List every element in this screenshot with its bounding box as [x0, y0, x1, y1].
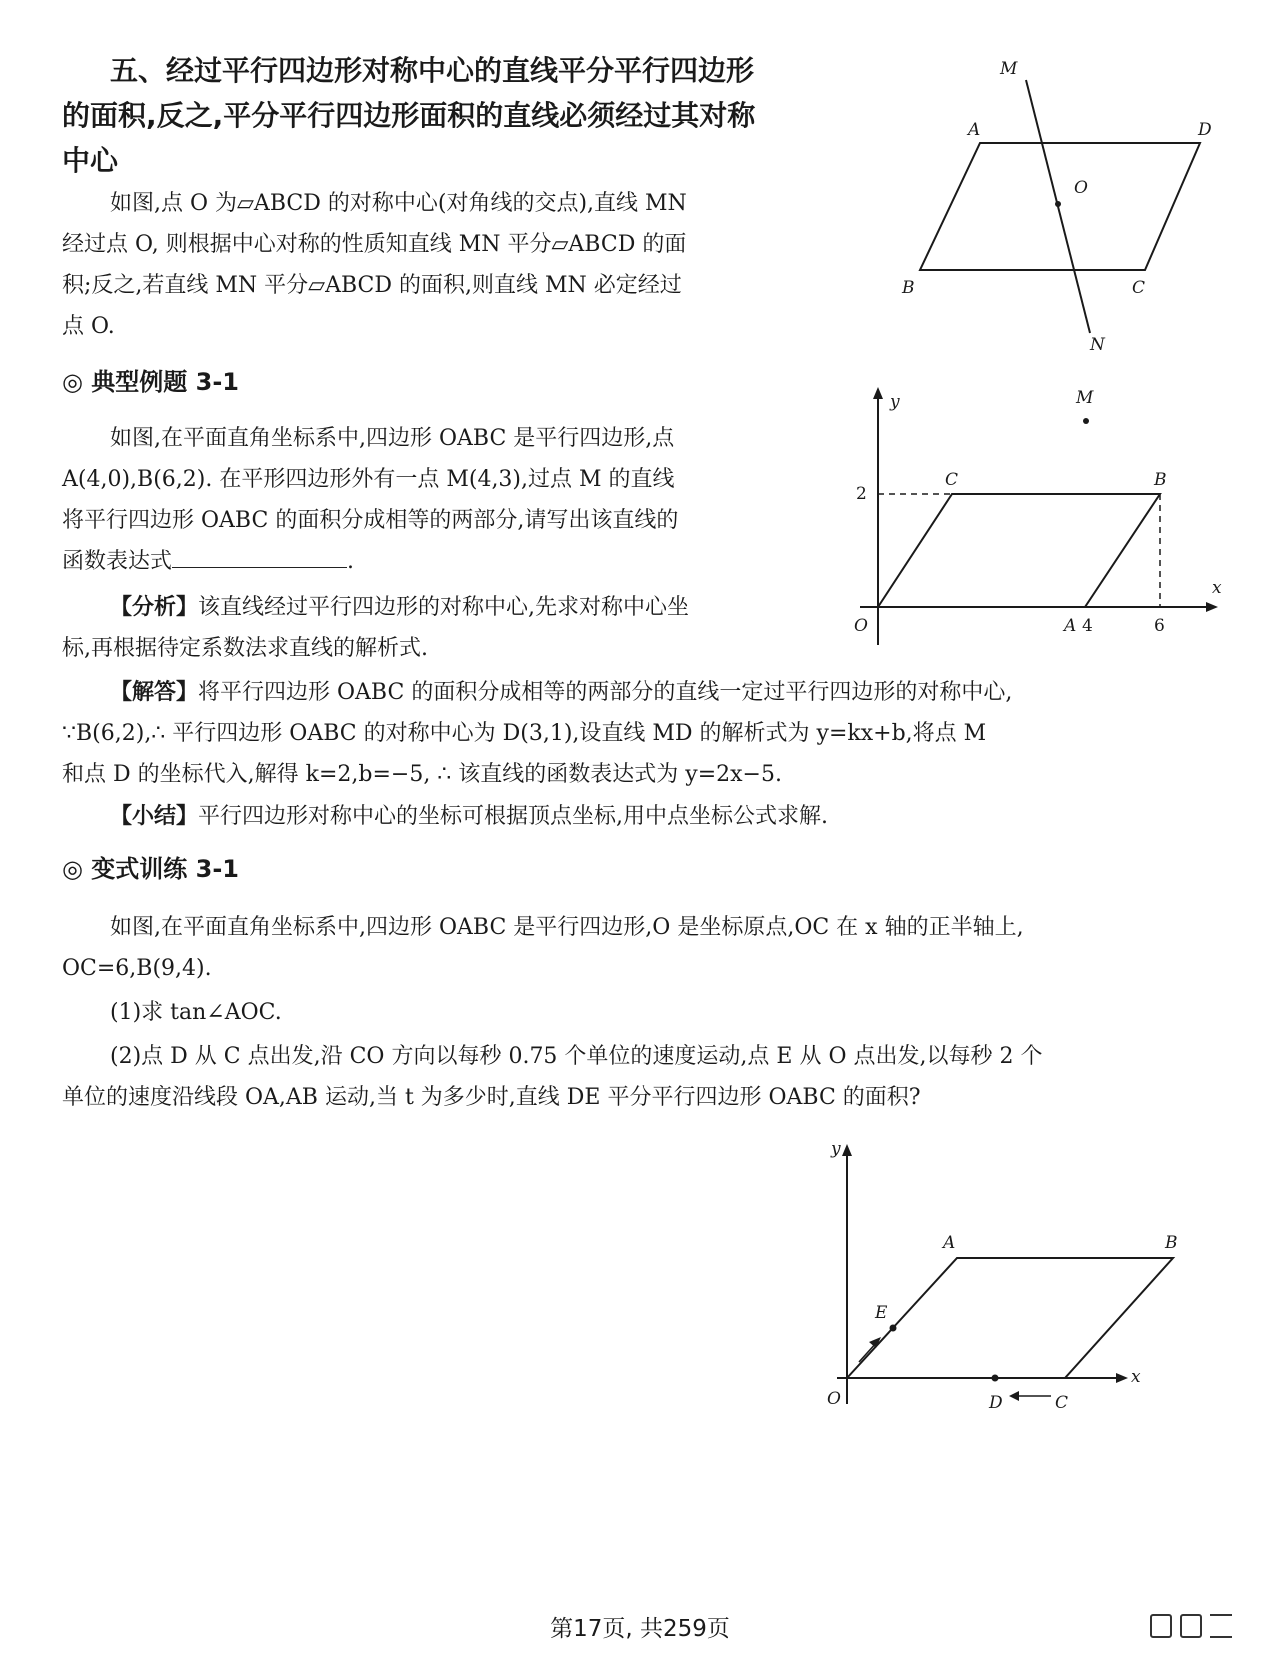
axis-label-x: x — [1212, 578, 1222, 598]
variant-line-2: OC=6,B(9,4). — [62, 956, 212, 981]
summary-text: 平行四边形对称中心的坐标可根据顶点坐标,用中点坐标公式求解. — [198, 804, 829, 829]
tick-label-4: 4 — [1082, 616, 1093, 636]
axis-label-y: y — [890, 392, 900, 412]
summary-line — [110, 796, 828, 837]
label-O: O — [854, 616, 868, 636]
label-A: A — [943, 1233, 956, 1253]
label-D: D — [1198, 120, 1212, 140]
analysis-text-1: 该直线经过平行四边形的对称中心,先求对称中心坐 — [198, 595, 690, 620]
label-M: M — [1000, 59, 1018, 79]
menu-icon[interactable] — [1210, 1614, 1232, 1638]
variant-heading: ◎ 变式训练 3-1 — [62, 855, 240, 883]
tick-label-6: 6 — [1154, 616, 1165, 636]
analysis-label: 【分析】 — [110, 594, 199, 620]
section-body-line-2: 经过点 O, 则根据中心对称的性质知直线 MN 平分▱ABCD 的面 — [62, 232, 687, 257]
label-D: D — [989, 1393, 1003, 1413]
axis-label-y: y — [831, 1139, 841, 1159]
label-N: N — [1090, 335, 1105, 355]
label-O: O — [827, 1389, 841, 1409]
answer-text-1: 将平行四边形 OABC 的面积分成相等的两部分的直线一定过平行四边形的对称中心, — [198, 680, 1013, 705]
answer-blank — [172, 545, 347, 568]
label-M: M — [1076, 388, 1094, 408]
label-C: C — [945, 470, 959, 490]
example-line-1: 如图,在平面直角坐标系中,四边形 OABC 是平行四边形,点 — [110, 426, 675, 451]
answer-label: 【解答】 — [110, 679, 199, 705]
variant-question-1: (1)求 tan∠AOC. — [110, 1000, 282, 1025]
label-E: E — [875, 1303, 888, 1323]
label-A: A — [1064, 616, 1077, 636]
label-A: A — [968, 120, 981, 140]
variant-question-2-line-2: 单位的速度沿线段 OA,AB 运动,当 t 为多少时,直线 DE 平分平行四边形 OABC 的面积? — [62, 1085, 921, 1110]
section-body-line-1: 如图,点 O 为▱ABCD 的对称中心(对角线的交点),直线 MN — [110, 191, 687, 216]
figure-parallelogram-abcd — [880, 50, 1240, 370]
viewer-controls[interactable] — [1150, 1612, 1250, 1636]
fit-page-icon[interactable] — [1150, 1614, 1172, 1638]
example-heading: ◎ 典型例题 3-1 — [62, 368, 240, 396]
answer-line-2: ∵B(6,2),∴ 平行四边形 OABC 的对称中心为 D(3,1),设直线 MD 的解析式为 y=kx+b,将点 M — [62, 721, 987, 746]
section-title-line-1: 五、经过平行四边形对称中心的直线平分平行四边形 — [110, 54, 755, 87]
example-line-4-text: 函数表达式 — [62, 549, 173, 574]
example-line-4-end: . — [347, 549, 355, 574]
summary-label: 【小结】 — [110, 803, 199, 829]
example-line-4 — [62, 541, 354, 582]
answer-line-1 — [110, 672, 1012, 713]
analysis-line-1 — [110, 587, 689, 628]
example-line-3: 将平行四边形 OABC 的面积分成相等的两部分,请写出该直线的 — [62, 508, 679, 533]
answer-line-3: 和点 D 的坐标代入,解得 k=2,b=−5, ∴ 该直线的函数表达式为 y=2x−5. — [62, 762, 782, 787]
axis-label-x: x — [1131, 1367, 1141, 1387]
section-body-line-4: 点 O. — [62, 314, 115, 339]
section-title-line-3: 中心 — [62, 144, 119, 177]
variant-line-1: 如图,在平面直角坐标系中,四边形 OABC 是平行四边形,O 是坐标原点,OC 在 x 轴的正半轴上, — [110, 915, 1024, 940]
single-page-icon[interactable] — [1180, 1614, 1202, 1638]
variant-question-2-line-1: (2)点 D 从 C 点出发,沿 CO 方向以每秒 0.75 个单位的速度运动,点 E 从 O 点出发,以每秒 2 个 — [110, 1044, 1043, 1069]
section-title-line-2: 的面积,反之,平分平行四边形面积的直线必须经过其对称 — [62, 99, 756, 132]
section-body-line-3: 积;反之,若直线 MN 平分▱ABCD 的面积,则直线 MN 必定经过 — [62, 273, 682, 298]
example-line-2: A(4,0),B(6,2). 在平形四边形外有一点 M(4,3),过点 M 的直线 — [62, 467, 675, 492]
label-O: O — [1074, 178, 1088, 198]
figure-moving-points — [815, 1139, 1178, 1420]
label-C: C — [1055, 1393, 1069, 1413]
label-B: B — [1154, 470, 1167, 490]
tick-label-2: 2 — [856, 484, 867, 504]
label-B: B — [902, 278, 915, 298]
label-C: C — [1132, 278, 1146, 298]
analysis-line-2: 标,再根据待定系数法求直线的解析式. — [62, 636, 428, 661]
page-number: 第17页, 共259页 — [550, 1616, 730, 1642]
figure-coordinate-oabc — [840, 385, 1240, 655]
label-B: B — [1165, 1233, 1178, 1253]
